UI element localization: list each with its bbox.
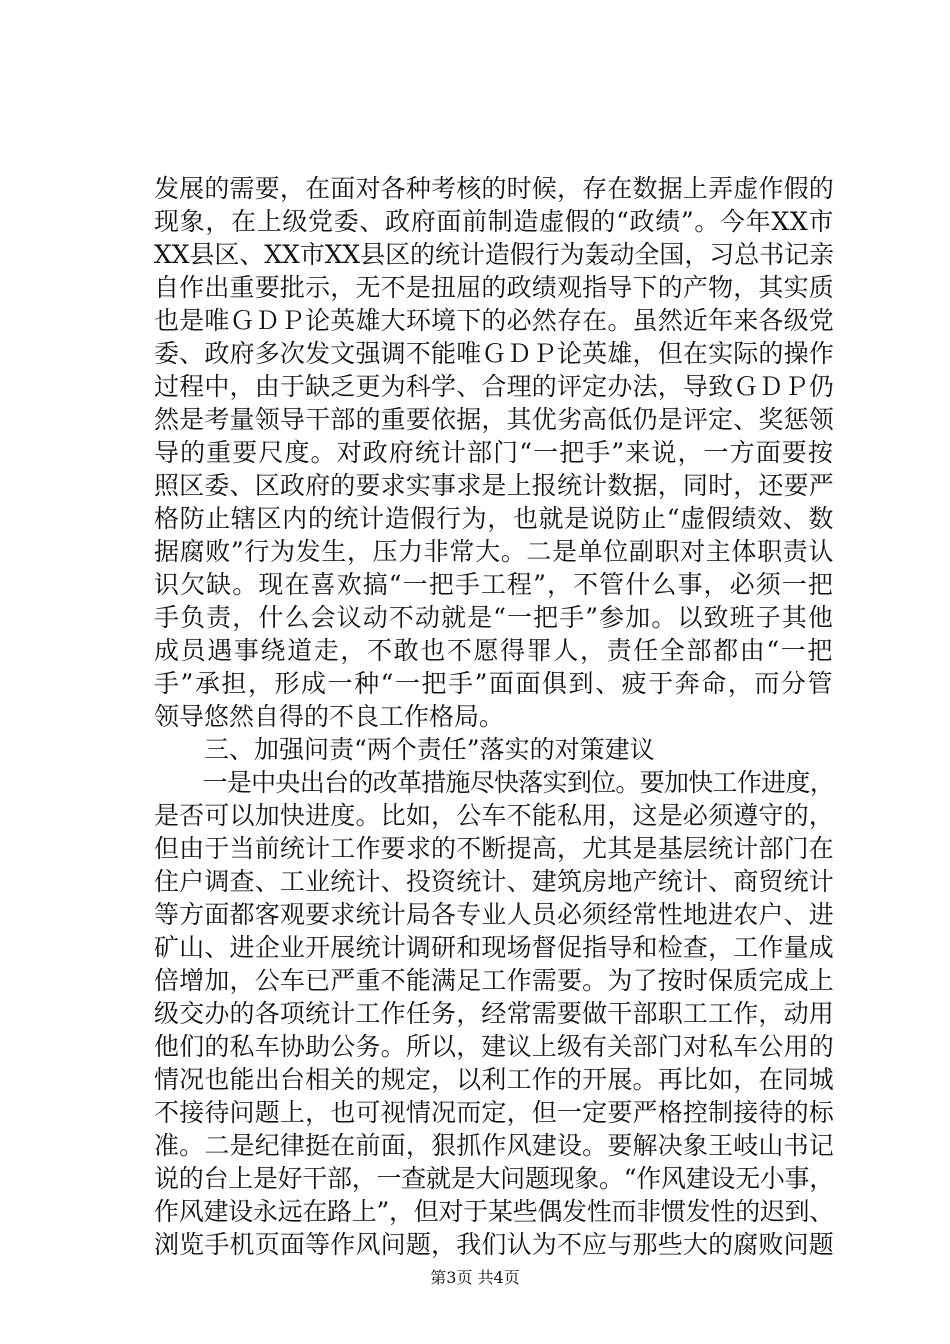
text-line: 手负责，什么会议动不动就是“一把手”参加。以致班子其他	[154, 603, 834, 632]
text-line: 过程中，由于缺乏更为科学、合理的评定办法，导致ＧＤＰ仍	[154, 372, 834, 401]
text-line: 不接待问题上，也可视情况而定，但一定要严格控制接待的标	[154, 1098, 834, 1127]
text-line: 三、加强问责“两个责任”落实的对策建议	[154, 735, 655, 764]
text-line: 一是中央出台的改革措施尽快落实到位。要加快工作进度，	[154, 768, 834, 797]
text-line: 但由于当前统计工作要求的不断提高，尤其是基层统计部门在	[154, 834, 834, 863]
text-line: 委、政府多次发文强调不能唯ＧＤＰ论英雄，但在实际的操作	[154, 339, 834, 368]
text-line: 住户调查、工业统计、投资统计、建筑房地产统计、商贸统计	[154, 867, 834, 896]
text-line: 发展的需要，在面对各种考核的时候，存在数据上弄虚作假的	[154, 174, 834, 203]
text-line: 情况也能出台相关的规定，以利工作的开展。再比如，在同城	[154, 1065, 834, 1094]
text-line: 准。二是纪律挺在前面，狠抓作风建设。要解决象王岐山书记	[154, 1131, 834, 1160]
text-line: 然是考量领导干部的重要依据，其优劣高低仍是评定、奖惩领	[154, 405, 834, 434]
text-line: 矿山、进企业开展统计调研和现场督促指导和检查，工作量成	[154, 933, 834, 962]
text-line: 据腐败”行为发生，压力非常大。二是单位副职对主体职责认	[154, 537, 834, 566]
text-line: XX县区、XX市XX县区的统计造假行为轰动全国，习总书记亲	[154, 240, 834, 269]
text-line: 等方面都客观要求统计局各专业人员必须经常性地进农户、进	[154, 900, 834, 929]
text-line: 成员遇事绕道走，不敢也不愿得罪人，责任全部都由“一把	[154, 636, 834, 665]
text-line: 倍增加，公车已严重不能满足工作需要。为了按时保质完成上	[154, 966, 834, 995]
page-footer: 第3页 共4页	[430, 1268, 520, 1287]
text-line: 自作出重要批示，无不是扭屈的政绩观指导下的产物，其实质	[154, 273, 834, 302]
text-line: 浏览手机页面等作风问题，我们认为不应与那些大的腐败问题	[154, 1230, 834, 1259]
text-line: 也是唯ＧＤＰ论英雄大环境下的必然存在。虽然近年来各级党	[154, 306, 834, 335]
text-line: 说的台上是好干部，一查就是大问题现象。“作风建设无小事，	[154, 1164, 834, 1193]
text-line: 现象，在上级党委、政府面前制造虚假的“政绩”。今年XX市	[154, 207, 834, 236]
text-line: 是否可以加快进度。比如，公车不能私用，这是必须遵守的，	[154, 801, 834, 830]
text-line: 导的重要尺度。对政府统计部门“一把手”来说，一方面要按	[154, 438, 834, 467]
document-body	[154, 172, 834, 1261]
text-line: 他们的私车协助公务。所以，建议上级有关部门对私车公用的	[154, 1032, 834, 1061]
text-line: 手”承担，形成一种“一把手”面面俱到、疲于奔命，而分管	[154, 669, 834, 698]
text-line: 识欠缺。现在喜欢搞“一把手工程”，不管什么事，必须一把	[154, 570, 834, 599]
text-line: 作风建设永远在路上”，但对于某些偶发性而非惯发性的迟到、	[154, 1197, 834, 1226]
text-line: 照区委、区政府的要求实事求是上报统计数据，同时，还要严	[154, 471, 834, 500]
text-line: 格防止辖区内的统计造假行为，也就是说防止“虚假绩效、数	[154, 504, 834, 533]
text-line: 级交办的各项统计工作任务，经常需要做干部职工工作，动用	[154, 999, 834, 1028]
text-line: 领导悠然自得的不良工作格局。	[154, 702, 505, 731]
